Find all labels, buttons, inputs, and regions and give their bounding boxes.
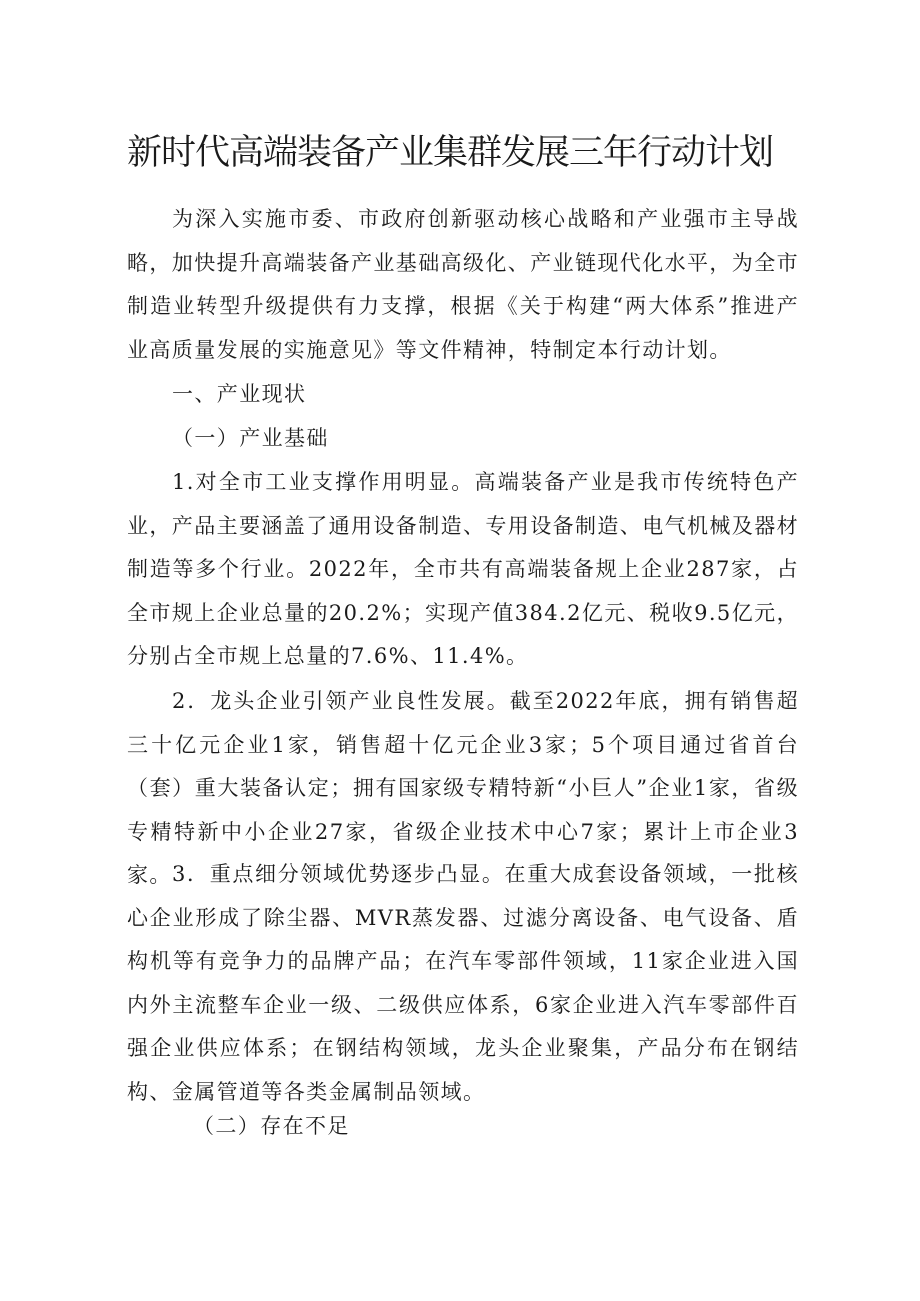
paragraph-leading-enterprises: 2．龙头企业引领产业良性发展。截至2022年底，拥有销售超三十亿元企业1家，销售超十亿元企业3家；5个项目通过省首台（套）重大装备认定；拥有国家级专精特新“小巨人”企业1家，省级专精特新中小企业27家，省级企业技术中心7家；累计上市企业3家。 <box>127 689 799 888</box>
intro-paragraph: 为深入实施市委、市政府创新驱动核心战略和产业强市主导战略，加快提升高端装备产业基础高级化、产业链现代化水平，为全市制造业转型升级提供有力支撑，根据《关于构建“两大体系”推进产业高质量发展的实施意见》等文件精神，特制定本行动计划。 <box>127 207 799 362</box>
document-title: 新时代高端装备产业集群发展三年行动计划 <box>127 133 774 173</box>
section-heading-industry-status: 一、产业现状 <box>172 382 307 406</box>
subsection-heading-industry-foundation: （一）产业基础 <box>172 426 329 450</box>
paragraph-industrial-support: 1.对全市工业支撑作用明显。高端装备产业是我市传统特色产业，产品主要涵盖了通用设备制造、专用设备制造、电气机械及器材制造等多个行业。2022年，全市共有高端装备规上企业287家，占全市规上企业总量的20.2%；实现产值384.2亿元、税收9.5亿元，分别占全市规上总量的7.6%、11.4%。 <box>127 470 799 669</box>
paragraph-key-segments: 3．重点细分领域优势逐步凸显。在重大成套设备领域，一批核心企业形成了除尘器、MVR蒸发器、过滤分离设备、电气设备、盾构机等有竞争力的品牌产品；在汽车零部件领域，11家企业进入国内外主流整车企业一级、二级供应体系，6家企业进入汽车零部件百强企业供应体系；在钢结构领域，龙头企业聚集，产品分布在钢结构、金属管道等各类金属制品领域。 <box>127 862 799 1104</box>
subsection-heading-shortcomings: （二）存在不足 <box>193 1114 350 1138</box>
